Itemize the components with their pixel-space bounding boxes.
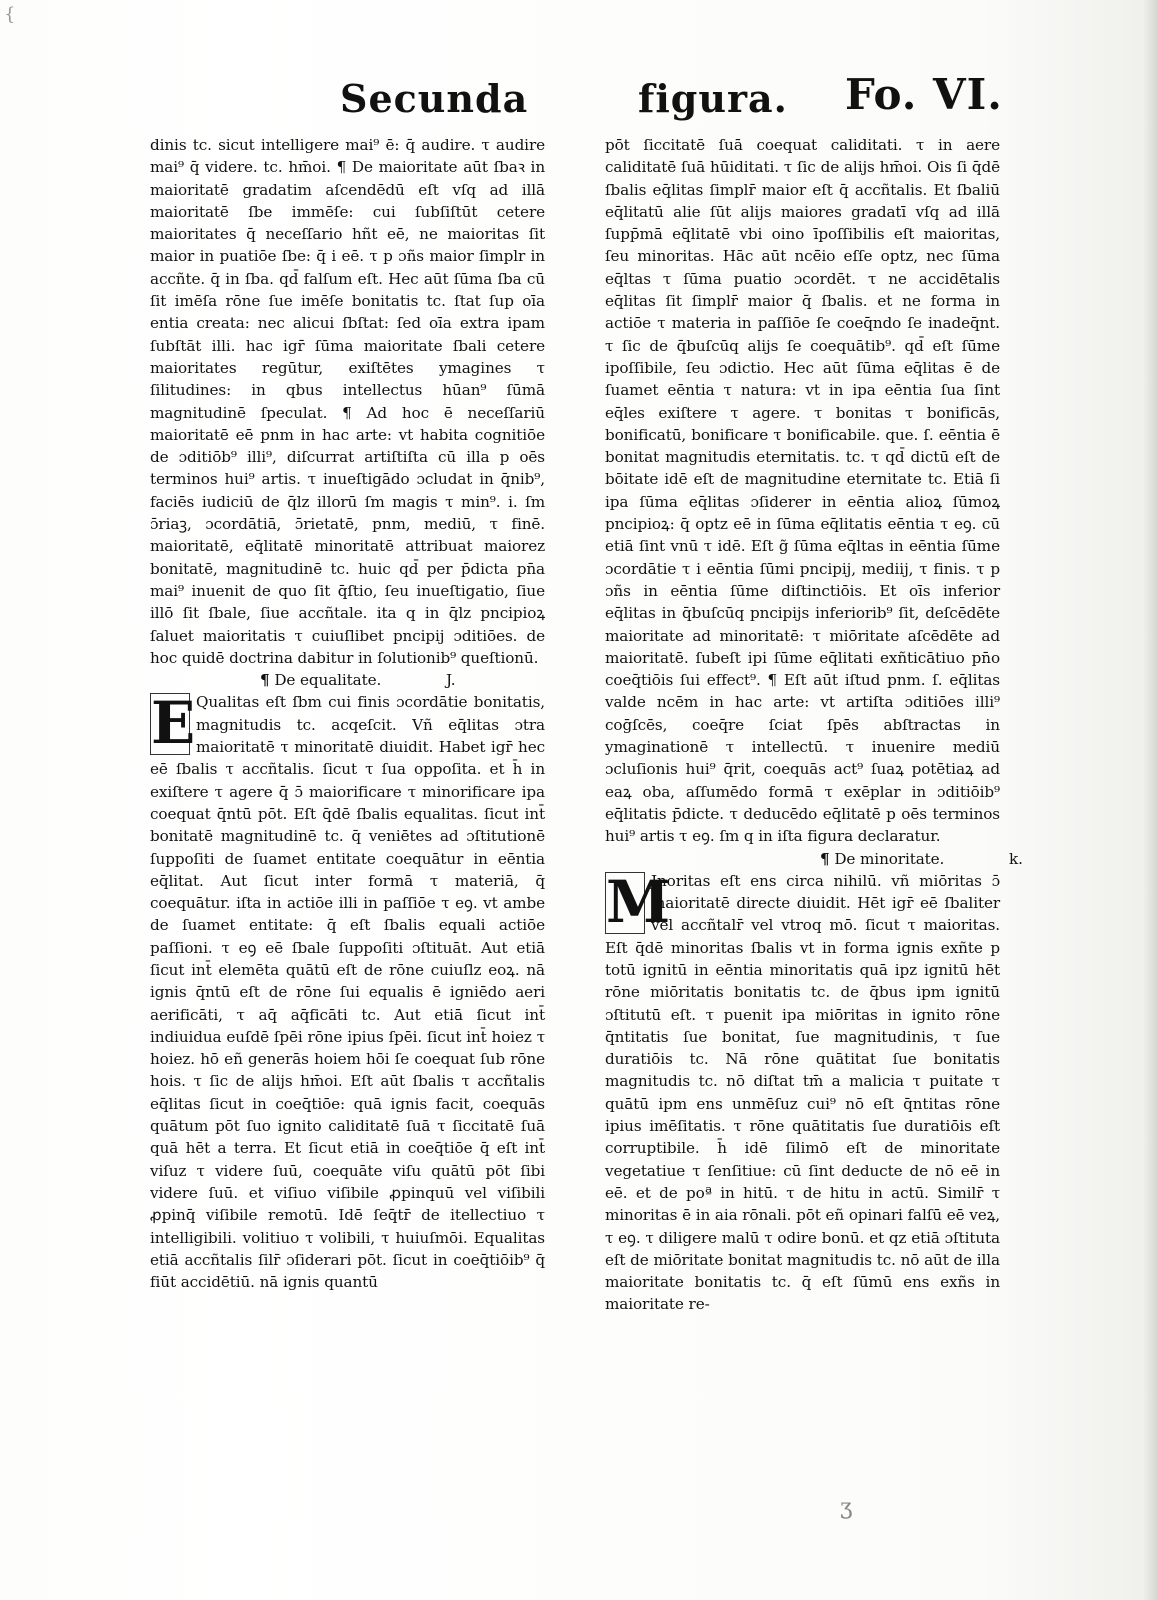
right-column [605,134,1023,1316]
heading-signature: J. [445,671,456,690]
section-heading-minority [605,848,1023,870]
heading-text: De equalitate. [274,671,382,690]
left-column [150,134,545,1293]
right-paragraph-2-text: Jnoritas eſt ens circa nihilū. vñ miōritas ɔ̄ maioritatē directe diuidit. Hēt igr̄ eē ſbaliter vel accñtalr̄ vel vtroq mō. ſicut τ maioritas. Eſt q̄dē minoritas ſbalis vt in forma ignis exñte p totū ignitū in eēntia minoritatis quā ipz ignitū hēt rōne miōritatis bonitatis tc. de q̄bus ipm ignitū ɔſtitutū eſt. τ puenit ipa miōritas in ignito rōne q̄ntitatis ſue bonitat, ſue magnitudinis, τ ſue duratiōis tc. Nā rōne quātitat ſue bonitatis magnitudis tc. nō diſtat tm̄ a malicia τ puitate τ quātū ipm ens unmēſuz cui⁹ nō eſt q̄ntitas rōne ipius imēſitatis. τ rōne quātitatis ſue duratiōis eſt corruptibile. h̄ idē ſilimō eſt de minoritate vegetatiue τ ſenſitiue: cū ſint deducte de nō eē in eē. et de poª in hitū. τ de hitu in actū. Similr̄ τ minoritas ē in aia rōnali. pōt eñ opinari falſū eē veꝝ, τ eꝯ. τ diligere malū τ odire bonū. et qz etiā ɔſtituta eſt de miōritate bonitat magnitudis tc. nō aūt de illa maioritate bonitatis tc. q̄ eſt ſūmū ens exñs in maioritate re- [605,871,1000,1314]
section-heading-equality [150,669,545,691]
heading-signature: k. [1009,849,1023,868]
running-title-left: Secunda [340,76,529,121]
heading-text: De minoritate. [834,849,945,868]
left-paragraph-2 [150,691,545,1293]
corner-mark: { [4,4,16,25]
running-title-right: figura. [638,76,788,121]
left-paragraph-1: dinis tc. sicut intelligere mai⁹ ē: q̄ audire. τ audire mai⁹ q̄ videre. tc. hm̄oi. ¶ De maioritate aūt ſbaꝛ in maioritatē gradatim aſcendēdū eſt vſq ad illā maioritatē ſbe immēſe: cui ſubſiſtūt cetere maioritates q̄ neceſſario hñt eē, ne maioritas ſit maior in puatiōe ſbe: q̄ i eē. τ p ɔñs maior ſimplr in accñte. q̄ in ſba. qd̄ falſum eſt. Hec aūt ſūma ſba cū ſit imēſa rōne ſue imēſe bonitatis tc. ſtat ſup oīa entia creata: nec alicui ſbſtat: ſed oīa extra ipam ſubſtāt illi. hac igr̄ ſūma maioritate ſbali cetere maioritates regūtur, exiſtētes ymagines τ ſilitudines: in qbus intellectus hūan⁹ ſūmā magnitudinē ſpeculat. ¶ Ad hoc ē neceſſariū maioritatē eē pnm in hac arte: vt habita cognitiōe de ɔditiōb⁹ illi⁹, diſcurrat artiſtiſta cū illa p oēs terminos hui⁹ artis. τ inueſtigādo ɔcludat in q̄nib⁹, faciēs iudiciū de q̄lz illorū ſm magis τ min⁹. i. ſm ɔ̄riaꝫ, ɔcordātiā, ɔ̄rietatē, pnm, mediū, τ finē. maioritatē, eq̄litatē minoritatē attribuat maiorez bonitatē, magnitudinē tc. huic qd̄ per p̄dicta pn̄a mai⁹ inuenit de quo ſit q̄ſtio, ſeu inueſtigatio, ſiue illō ſit ſbale, ſiue accñtale. ita q in q̄lz pncipioꝝ ſaluet maioritatis τ cuiuſlibet pncipij ɔditiōes. de hoc quidē doctrina dabitur in ſolutionib⁹ queſtionū. [150,136,545,667]
right-paragraph-2 [605,867,1000,1316]
pilcrow-icon: ¶ [260,671,270,690]
drop-initial: M [606,867,671,936]
marginal-ink-mark: ʒ [840,1495,853,1520]
pilcrow-icon: ¶ [820,849,830,868]
page-header [0,70,1157,140]
page-edge-shadow [1143,0,1157,1600]
folio-number: Fo. VI. [845,70,1003,119]
right-paragraph-1: pōt ſiccitatē ſuā coequat caliditati. τ in aere caliditatē ſuā hūiditati. τ ſic de alijs hm̄oi. Ois ſi q̄dē ſbalis eq̄litas ſimplr̄ maior eſt q̄ accñtalis. Et ſbaliū eq̄litatū alie ſūt alijs maiores gradatī vſq ad illā ſupp̄mā eq̄litatē vbi oino īpoſſibilis eſt maioritas, ſeu minoritas. Hāc aūt ncē̄io eſſe optz, nec ſūma eq̄ltas τ ſūma puatio ɔcordēt. τ ne accidētalis eq̄litas ſit ſimplr̄ maior q̄ ſbalis. et ne forma in actiōe τ materia in paſſiōe ſe coeq̄ndo ſe inadeq̄nt. τ ſic de q̄buſcūq alijs ſe coequātib⁹. qd̄ eſt ſūme ipoſſibile, ſeu ɔdictio. Hec aūt ſūma eq̄litas ē de ſuamet eēntia τ natura: vt in ipa eēntia ſua ſint eq̄les exiſtere τ agere. τ bonitas τ bonificās, bonificatū, bonificare τ bonificabile. que. ſ. eēntia ē bonitat magnitudis eternitatis. tc. τ qd̄ dictū eſt de bōitate idē eſt de magnitudine eternitate tc. Etiā ſi ipa ſūma eq̄litas ɔſiderer in eēntia alioꝝ ſūmoꝝ pncipioꝝ: q̄ optz eē in ſūma eq̄litatis eēntia τ eꝯ. cū etiā ſint vnū τ idē. Eſt g̃ ſūma eq̄ltas in eēntia ſūme ɔcordātie τ i eēntia ſūmi pncipij, mediij, τ finis. τ p ɔñs in eēntia ſūme diſtinctiōis. Et oīs inferior eq̄litas in q̄buſcūq pncipijs inferiorib⁹ ſit, deſcēdēte maioritate ad minoritatē: τ miōritate aſcēdēte ad maioritatē. ſubeſt ipi ſūme eq̄litati exñticātiuo pn̄o coeq̄tiōis ſui effect⁹. ¶ Eſt aūt iſtud pnm. ſ. eq̄litas valde ncēm in hac arte: vt artiſta ɔditiōes illi⁹ coḡſcēs, coeq̄re ſciat ſpēs abſtractas in ymaginationē τ intellectū. τ inuenire mediū ɔcluſionis hui⁹ q̄rit, coequās act⁹ ſuaꝝ potētiaꝝ ad eaꝝ oba, aſſumēdo formā τ exēplar in ɔditiōib⁹ eq̄litatis p̄dicte. τ deducēdo eq̄litatē p oēs terminos hui⁹ artis τ eꝯ. ſm q in iſta figura declaratur. [605,136,1000,846]
drop-initial: E [151,689,196,758]
left-paragraph-2-text: Qualitas eſt ſbm cui finis ɔcordātie bonitatis, magnitudis tc. acqeſcit. Vñ eq̄litas ɔtra maioritatē τ minoritatē diuidit. Habet igr̄ hec eē ſbalis τ accñtalis. ſicut τ ſua oppoſita. et h̄ in exiſtere τ agere q̄ ɔ̄ maiorificare τ minorificare ipa coequat q̄ntū pōt. Eſt q̄dē ſbalis equalitas. ſicut int̄ bonitatē magnitudinē tc. q̄ veniētes ad ɔſtitutionē ſuppoſiti de ſuamet entitate coequātur in eēntia eq̄litat. Aut ſicut inter formā τ materiā, q̄ coequātur. iſta in actiōe illi in paſſiōe τ eꝯ. vt ambe de ſuamet entitate: q̄ eſt ſbalis equali actiōe paſſioni. τ eꝯ eē ſbale ſuppoſiti ɔſtituāt. Aut etiā ſicut int̄ elemēta quātū eſt de rōne cuiuſlz eoꝝ. nā ignis q̄ntū eſt de rōne ſui equalis ē igniēdo aeri aerificāti, τ aq̄ aq̄ficāti tc. Aut etiā ſicut int̄ indiuidua euſdē ſpēi rōne ipius ſpēi. ſicut int̄ hoiez τ hoiez. hō eñ generās hoiem hōi ſe coequat ſub rōne hois. τ ſic de alijs hm̄oi. Eſt aūt ſbalis τ accñtalis eq̄litas ſicut in coeq̄tiōe: quā ignis facit, coequās quātum pōt ſuo ignito caliditatē ſuā τ ſiccitatē ſuā quā hēt a terra. Et ſicut etiā in coeq̄tiōe q̄ eſt int̄ viſuz τ videre ſuū, coequāte viſu quātū pōt ſibi videre ſuū. et viſiuo viſibile ꝓpinquū vel viſibili ꝓpinq̄ viſibile remotū. Idē ſeq̄tr̄ de itellectiuo τ intelligibili. volitiuo τ volibili, τ huiuſmōi. Equalitas etiā accñtalis ſilr̄ ɔſiderari pōt. ſicut in coeq̄tiōib⁹ q̄ fiūt accidētiū. nā ignis quantū [150,693,545,1292]
